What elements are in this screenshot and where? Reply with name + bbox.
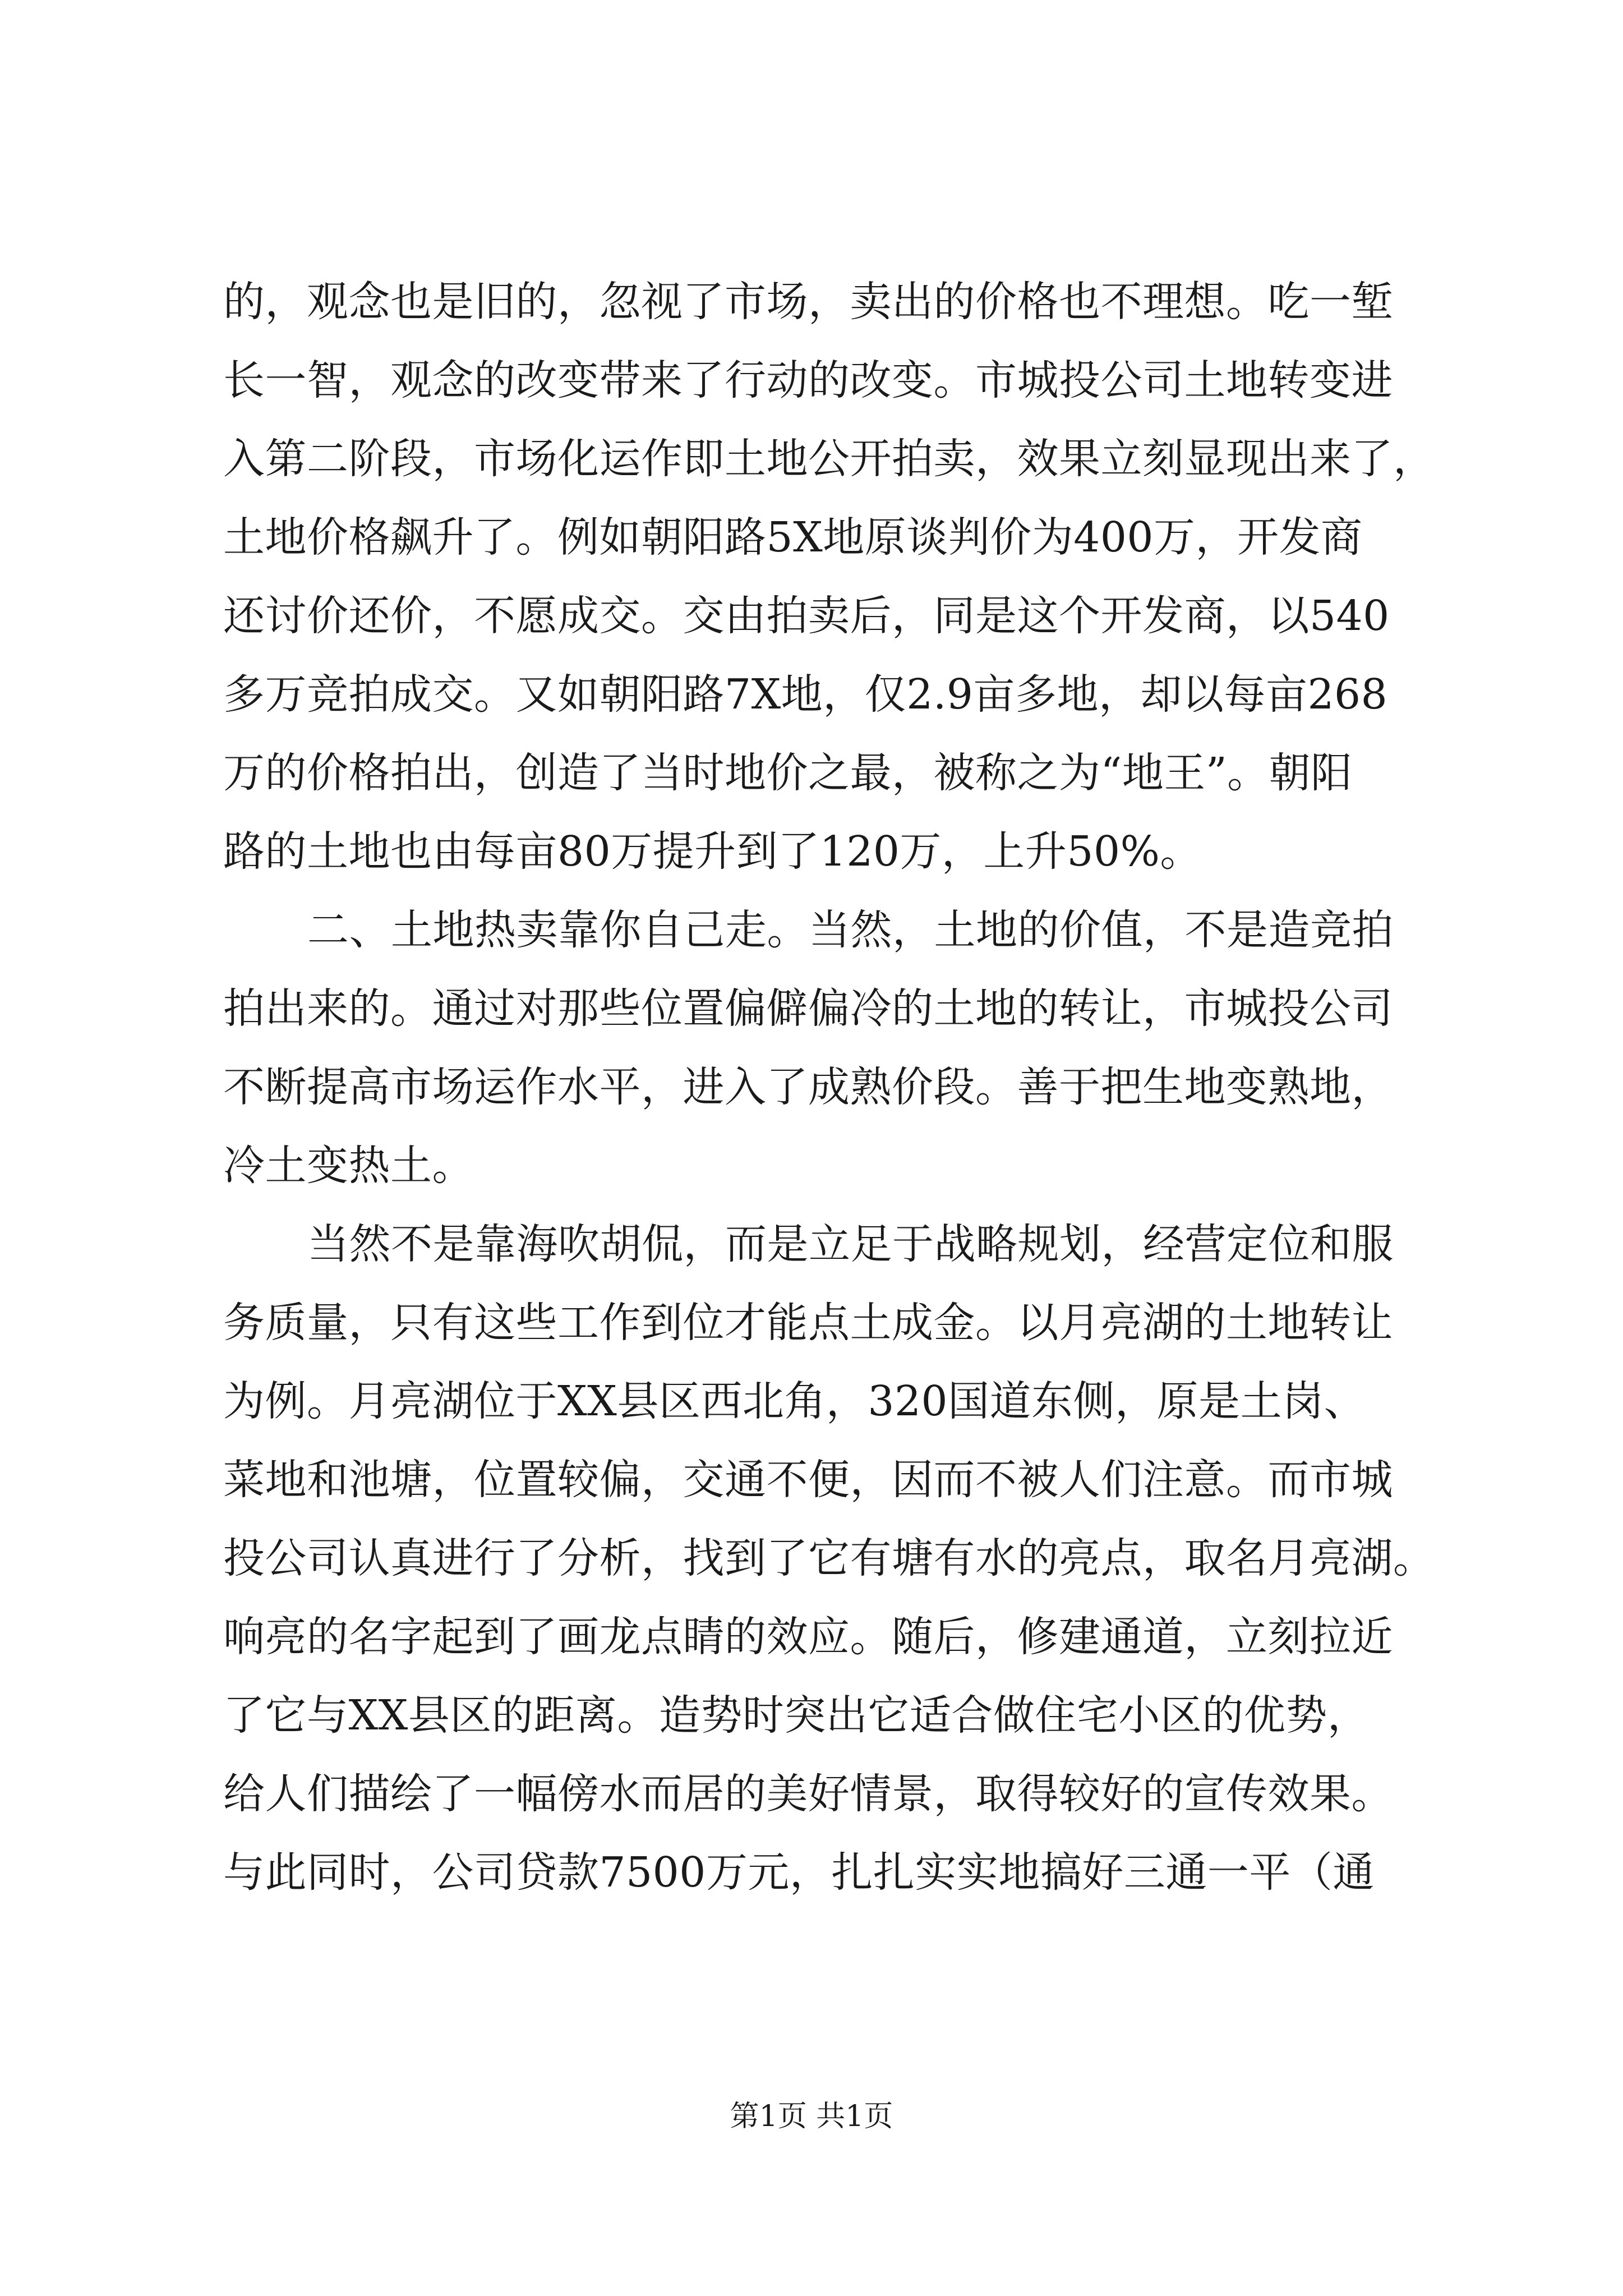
text-line: 长一智，观念的改变带来了行动的改变。市城投公司土地转变进: [223, 356, 1393, 404]
text-line: 的，观念也是旧的，忽视了市场，卖出的价格也不理想。吃一堑: [223, 278, 1393, 326]
text-line: 路的土地也由每亩80万提升到了120万，上升50%。: [223, 827, 1202, 876]
text-line: 万的价格拍出，创造了当时地价之最，被称之为“地王”。朝阳: [223, 749, 1353, 797]
text-line: 响亮的名字起到了画龙点睛的效应。随后，修建通道，立刻拉近: [223, 1613, 1393, 1661]
text-line: 为例。月亮湖位于XX县区西北角，320国道东侧，原是土岗、: [223, 1377, 1366, 1425]
document-body: [223, 263, 1435, 1912]
text-line: 拍出来的。通过对那些位置偏僻偏冷的土地的转让，市城投公司: [223, 984, 1393, 1033]
text-line: 入第二阶段，市场化运作即土地公开拍卖，效果立刻显现出来了，: [223, 435, 1435, 483]
text-line: 冷土变热土。: [223, 1142, 474, 1190]
page-number-label: 第1页 共1页: [730, 2100, 893, 2133]
text-line: 多万竞拍成交。又如朝阳路7X地，仅2.9亩多地，却以每亩268: [223, 670, 1388, 719]
paragraph-start-line: 二、土地热卖靠你自己走。当然，土地的价值，不是造竞拍: [307, 906, 1394, 954]
text-line: 了它与XX县区的距离。造势时突出它适合做住宅小区的优势，: [223, 1691, 1370, 1740]
text-line: 还讨价还价，不愿成交。交由拍卖后，同是这个开发商，以540: [223, 592, 1390, 640]
text-line: 与此同时，公司贷款7500万元，扎扎实实地搞好三通一平（通: [223, 1848, 1375, 1897]
text-line: 给人们描绘了一幅傍水而居的美好情景，取得较好的宣传效果。: [223, 1770, 1393, 1818]
text-line: 务质量，只有这些工作到位才能点土成金。以月亮湖的土地转让: [223, 1299, 1393, 1347]
paragraph-start-line: 当然不是靠海吹胡侃，而是立足于战略规划，经营定位和服: [307, 1220, 1394, 1268]
text-line: 不断提高市场运作水平，进入了成熟价段。善于把生地变熟地，: [223, 1063, 1393, 1111]
page-footer: [0, 2097, 1623, 2136]
text-line: 投公司认真进行了分析，找到了它有塘有水的亮点，取名月亮湖。: [223, 1534, 1435, 1582]
text-line: 菜地和池塘，位置较偏，交通不便，因而不被人们注意。而市城: [223, 1456, 1393, 1504]
text-line: 土地价格飙升了。例如朝阳路5X地原谈判价为400万，开发商: [223, 513, 1363, 562]
